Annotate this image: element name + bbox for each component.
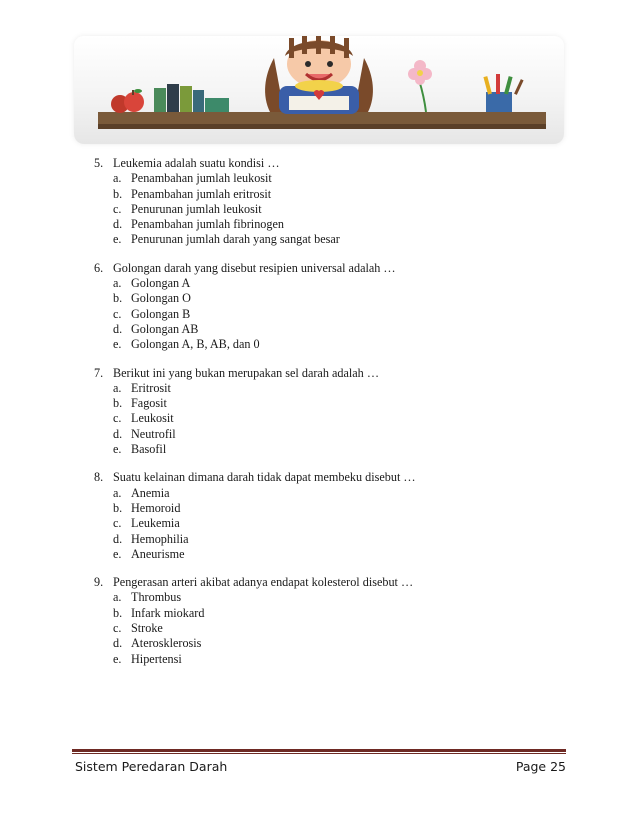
option-text: Hemophilia bbox=[131, 531, 189, 546]
answer-option bbox=[113, 652, 564, 667]
option-letter: e. bbox=[113, 546, 122, 561]
question-number: 9. bbox=[94, 575, 104, 590]
answer-option bbox=[113, 486, 564, 501]
question-number: 5. bbox=[94, 156, 104, 170]
option-letter: a. bbox=[113, 485, 122, 500]
answer-option bbox=[113, 217, 564, 232]
question-stem bbox=[94, 366, 564, 381]
answer-option bbox=[113, 337, 564, 352]
question-item bbox=[94, 575, 564, 667]
question-item bbox=[94, 366, 564, 458]
option-letter: b. bbox=[113, 396, 123, 411]
option-text: Infark miokard bbox=[131, 605, 205, 620]
option-list bbox=[94, 171, 564, 247]
teacher-illustration bbox=[265, 36, 373, 114]
option-letter: d. bbox=[113, 636, 123, 651]
option-text: Aterosklerosis bbox=[131, 636, 202, 651]
pencil-cup-icon bbox=[483, 74, 523, 112]
option-text: Golongan A, B, AB, dan 0 bbox=[131, 337, 260, 352]
question-text: Golongan darah yang disebut resipien universal adalah … bbox=[113, 260, 396, 275]
answer-option bbox=[113, 516, 564, 531]
option-list bbox=[94, 486, 564, 562]
question-item bbox=[94, 261, 564, 353]
option-text: Thrombus bbox=[131, 590, 182, 605]
option-text: Penurunan jumlah leukosit bbox=[131, 201, 262, 216]
option-text: Penurunan jumlah darah yang sangat besar bbox=[131, 232, 340, 247]
option-text: Golongan AB bbox=[131, 321, 199, 336]
answer-option bbox=[113, 427, 564, 442]
option-letter: a. bbox=[113, 171, 122, 186]
option-letter: b. bbox=[113, 605, 123, 620]
option-text: Golongan O bbox=[131, 291, 191, 306]
answer-option bbox=[113, 501, 564, 516]
option-letter: e. bbox=[113, 442, 122, 457]
answer-option bbox=[113, 307, 564, 322]
option-list bbox=[94, 276, 564, 352]
answer-option bbox=[113, 621, 564, 636]
footer-rule bbox=[72, 749, 566, 752]
option-text: Anemia bbox=[131, 485, 170, 500]
question-number: 8. bbox=[94, 470, 104, 485]
option-letter: d. bbox=[113, 217, 123, 232]
option-letter: d. bbox=[113, 426, 123, 441]
question-text: Suatu kelainan dimana darah tidak dapat membeku disebut … bbox=[113, 470, 416, 485]
question-list bbox=[94, 156, 564, 680]
option-text: Basofil bbox=[131, 442, 167, 457]
option-letter: c. bbox=[113, 306, 122, 321]
option-text: Hemoroid bbox=[131, 500, 181, 515]
question-stem bbox=[94, 261, 564, 276]
answer-option bbox=[113, 636, 564, 651]
flower-icon bbox=[408, 60, 432, 112]
answer-option bbox=[113, 411, 564, 426]
option-text: Fagosit bbox=[131, 396, 167, 411]
option-text: Leukemia bbox=[131, 516, 180, 531]
option-text: Golongan B bbox=[131, 306, 191, 321]
option-text: Penambahan jumlah fibrinogen bbox=[131, 217, 284, 232]
page-number: Page 25 bbox=[515, 759, 566, 774]
apples-icon bbox=[111, 89, 144, 113]
option-letter: a. bbox=[113, 276, 122, 291]
question-stem bbox=[94, 575, 564, 590]
option-letter: e. bbox=[113, 337, 122, 352]
option-letter: a. bbox=[113, 380, 122, 395]
option-letter: d. bbox=[113, 531, 123, 546]
option-list bbox=[94, 590, 564, 666]
option-text: Penambahan jumlah leukosit bbox=[131, 171, 272, 186]
answer-option bbox=[113, 442, 564, 457]
option-letter: c. bbox=[113, 201, 122, 216]
option-text: Golongan A bbox=[131, 276, 191, 291]
answer-option bbox=[113, 547, 564, 562]
option-letter: c. bbox=[113, 516, 122, 531]
answer-option bbox=[113, 187, 564, 202]
answer-option bbox=[113, 291, 564, 306]
answer-option bbox=[113, 232, 564, 247]
option-list bbox=[94, 381, 564, 457]
footer-title: Sistem Peredaran Darah bbox=[75, 759, 228, 774]
answer-option bbox=[113, 396, 564, 411]
answer-option bbox=[113, 532, 564, 547]
option-letter: d. bbox=[113, 321, 123, 336]
option-text: Neutrofil bbox=[131, 426, 176, 441]
question-stem bbox=[94, 470, 564, 485]
footer-rule-thin bbox=[72, 753, 566, 754]
option-letter: a. bbox=[113, 590, 122, 605]
question-stem bbox=[94, 156, 564, 171]
answer-option bbox=[113, 202, 564, 217]
question-number: 6. bbox=[94, 260, 104, 275]
option-text: Leukosit bbox=[131, 411, 174, 426]
answer-option bbox=[113, 276, 564, 291]
option-letter: b. bbox=[113, 500, 123, 515]
option-letter: b. bbox=[113, 186, 123, 201]
question-item bbox=[94, 470, 564, 562]
option-letter: e. bbox=[113, 651, 122, 666]
answer-option bbox=[113, 171, 564, 186]
option-letter: c. bbox=[113, 621, 122, 636]
option-text: Hipertensi bbox=[131, 651, 182, 666]
question-number: 7. bbox=[94, 365, 104, 380]
answer-option bbox=[113, 381, 564, 396]
option-letter: c. bbox=[113, 411, 122, 426]
option-text: Stroke bbox=[131, 621, 163, 636]
books-icon bbox=[154, 84, 229, 112]
answer-option bbox=[113, 590, 564, 605]
question-text: Leukemia adalah suatu kondisi … bbox=[113, 156, 280, 170]
option-text: Aneurisme bbox=[131, 546, 185, 561]
question-item bbox=[94, 156, 564, 248]
answer-option bbox=[113, 322, 564, 337]
option-text: Penambahan jumlah eritrosit bbox=[131, 186, 272, 201]
option-letter: b. bbox=[113, 291, 123, 306]
option-text: Eritrosit bbox=[131, 380, 171, 395]
header-illustration bbox=[74, 36, 564, 144]
option-letter: e. bbox=[113, 232, 122, 247]
question-text: Berikut ini yang bukan merupakan sel darah adalah … bbox=[113, 365, 380, 380]
question-text: Pengerasan arteri akibat adanya endapat kolesterol disebut … bbox=[113, 575, 414, 590]
answer-option bbox=[113, 606, 564, 621]
